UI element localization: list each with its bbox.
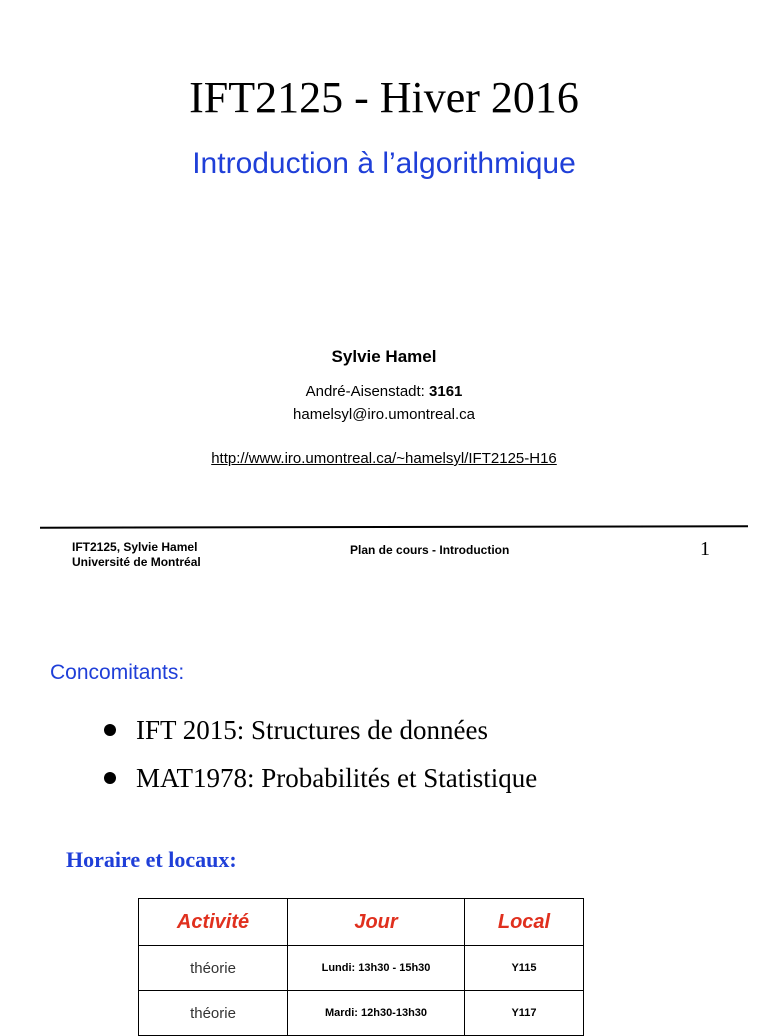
column-header-jour: Jour bbox=[288, 899, 465, 946]
table-cell: Lundi: 13h30 - 15h30 bbox=[288, 946, 465, 991]
concomitants-heading: Concomitants: bbox=[50, 661, 185, 684]
table-cell: Y117 bbox=[465, 991, 584, 1036]
bullet-icon bbox=[104, 724, 116, 736]
office-label: André-Aisenstadt: bbox=[305, 383, 430, 400]
author-email: hamelsyl@iro.umontreal.ca bbox=[293, 406, 475, 423]
column-header-activite: Activité bbox=[139, 899, 288, 946]
list-item-text: MAT1978: Probabilités et Statistique bbox=[136, 762, 538, 793]
slide-subtitle: Introduction à l’algorithmique bbox=[192, 147, 576, 180]
table-header-row bbox=[139, 899, 584, 946]
list-item bbox=[104, 706, 537, 754]
footer-left bbox=[72, 540, 201, 570]
course-url bbox=[0, 448, 768, 470]
horaire-heading: Horaire et locaux: bbox=[66, 847, 237, 872]
footer-divider bbox=[40, 525, 748, 528]
list-item-text: IFT 2015: Structures de données bbox=[136, 714, 488, 745]
footer-university: Université de Montréal bbox=[72, 555, 201, 569]
bullet-icon bbox=[104, 772, 116, 784]
table-row bbox=[139, 946, 584, 991]
footer-course-author: IFT2125, Sylvie Hamel bbox=[72, 540, 198, 554]
author-name: Sylvie Hamel bbox=[331, 347, 437, 366]
footer-section-title: Plan de cours - Introduction bbox=[350, 543, 510, 557]
office-number: 3161 bbox=[429, 383, 463, 400]
table-cell: théorie bbox=[139, 946, 288, 991]
table-cell: théorie bbox=[139, 991, 288, 1036]
list-item bbox=[104, 754, 537, 802]
table-row bbox=[139, 991, 584, 1036]
course-url-link[interactable]: http://www.iro.umontreal.ca/~hamelsyl/IFT2125-H16 bbox=[211, 450, 557, 467]
slide-title: IFT2125 - Hiver 2016 bbox=[189, 73, 579, 122]
schedule-table bbox=[138, 898, 584, 1036]
page-number: 1 bbox=[700, 538, 710, 560]
column-header-local: Local bbox=[465, 899, 584, 946]
table-cell: Y115 bbox=[465, 946, 584, 991]
concomitants-list bbox=[104, 706, 537, 802]
office-location bbox=[0, 381, 768, 403]
table-cell: Mardi: 12h30-13h30 bbox=[288, 991, 465, 1036]
